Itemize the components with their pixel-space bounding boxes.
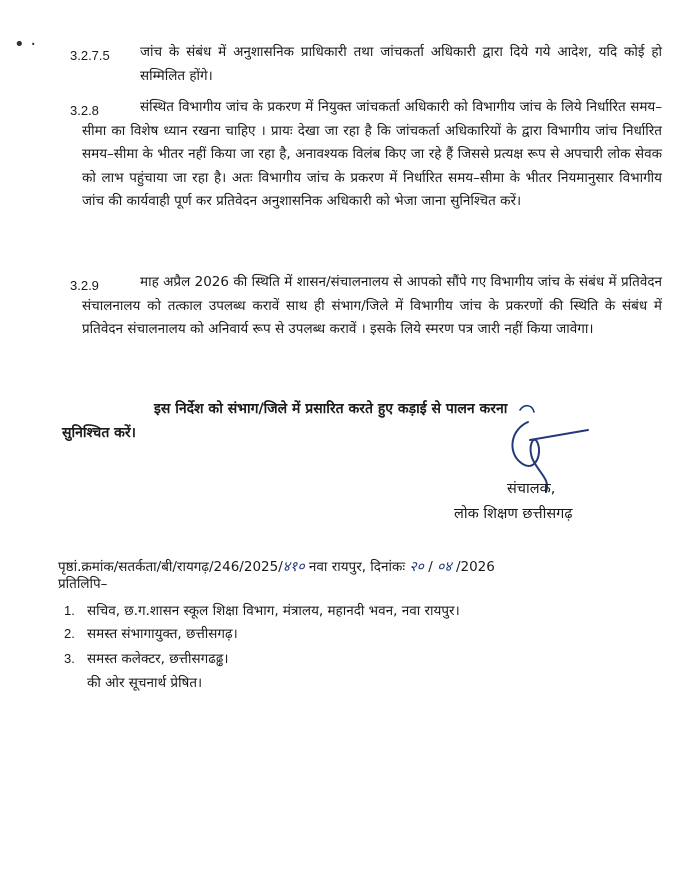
copy-item-number: 2. — [64, 626, 75, 641]
reference-line — [58, 557, 495, 576]
signatory-office: लोक शिक्षण छत्तीसगढ़ — [454, 506, 573, 522]
section-number: 3.2.8 — [70, 103, 99, 118]
copy-footer: की ओर सूचनार्थ प्रेषित। — [87, 675, 203, 691]
section-text: संस्थित विभागीय जांच के प्रकरण में नियुक्त जांचकर्ता अधिकारी को विभागीय जांच के लिये निर्धारित समय–सीमा का विशेष ध्यान रखना चाहिए । प्रायः देखा जा रहा है कि जांचकर्ता अधिकारियों के द्वारा विभागीय जांच निर्धारित समय–सीमा के भीतर नहीं किया जा रहा है, अनावश्यक विलंब किए जा रहे हैं जिससे प्रत्यक्ष रूप से अपचारी लोक सेवक को लाभ पहुंचाया जा रहा है। अतः विभागीय जांच के प्रकरण में निर्धारित समय–सीमा के भीतर नियमानुसार विभागीय जांच की कार्यवाही पूर्ण कर प्रतिवेदन अनुशासनिक अधिकारी को भेजा जाना सुनिश्चित करें। — [82, 99, 662, 209]
directive-line-1: इस निर्देश को संभाग/जिले में प्रसारित करते हुए कड़ाई से पालन करना — [154, 401, 508, 417]
reference-prefix: पृष्ठां.क्रमांक/सतर्कता/बी/रायगढ़/246/2025/ — [58, 559, 283, 575]
date-separator: / — [428, 559, 433, 575]
copy-item-number: 1. — [64, 603, 75, 618]
handwritten-day: २० — [409, 559, 424, 575]
copy-heading: प्रतिलिपि– — [58, 576, 108, 592]
handwritten-month: ०४ — [437, 559, 452, 575]
copy-item-text: समस्त कलेक्टर, छत्तीसगढढ्ढ। — [87, 651, 229, 667]
signatory-designation: संचालक, — [507, 481, 556, 497]
copy-item-number: 3. — [64, 651, 75, 666]
copy-item-text: समस्त संभागायुक्त, छत्तीसगढ़। — [87, 626, 238, 642]
section-number: 3.2.7.5 — [70, 48, 110, 63]
copy-item-text: सचिव, छ.ग.शासन स्कूल शिक्षा विभाग, मंत्रालय, महानदी भवन, नवा रायपुर। — [87, 603, 460, 619]
handwritten-number: ४१० — [282, 559, 305, 575]
reference-year: /2026 — [455, 559, 495, 575]
margin-marks: • · — [14, 34, 37, 55]
section-text: माह अप्रैल 2026 की स्थिति में शासन/संचालनालय से आपको सौंपे गए विभागीय जांच के संबंध में प्रतिवेदन संचालनालय को तत्काल उपलब्ध करावें साथ ही संभाग/जिले में विभागीय जांच के प्रकरणों की स्थिति के संबंध में प्रतिवेदन संचालनालय को अनिवार्य रूप से उपलब्ध करावें । इसके लिये स्मरण पत्र जारी नहीं किया जावेगा। — [82, 274, 662, 337]
reference-place: नवा रायपुर, दिनांकः — [308, 559, 406, 575]
section-text: जांच के संबंध में अनुशासनिक प्राधिकारी तथा जांचकर्ता अधिकारी द्वारा दिये गये आदेश, यदि कोई हो सम्मिलित होंगे। — [140, 44, 662, 84]
directive-line-2: सुनिश्चित करें। — [62, 425, 136, 441]
section-number: 3.2.9 — [70, 278, 99, 293]
